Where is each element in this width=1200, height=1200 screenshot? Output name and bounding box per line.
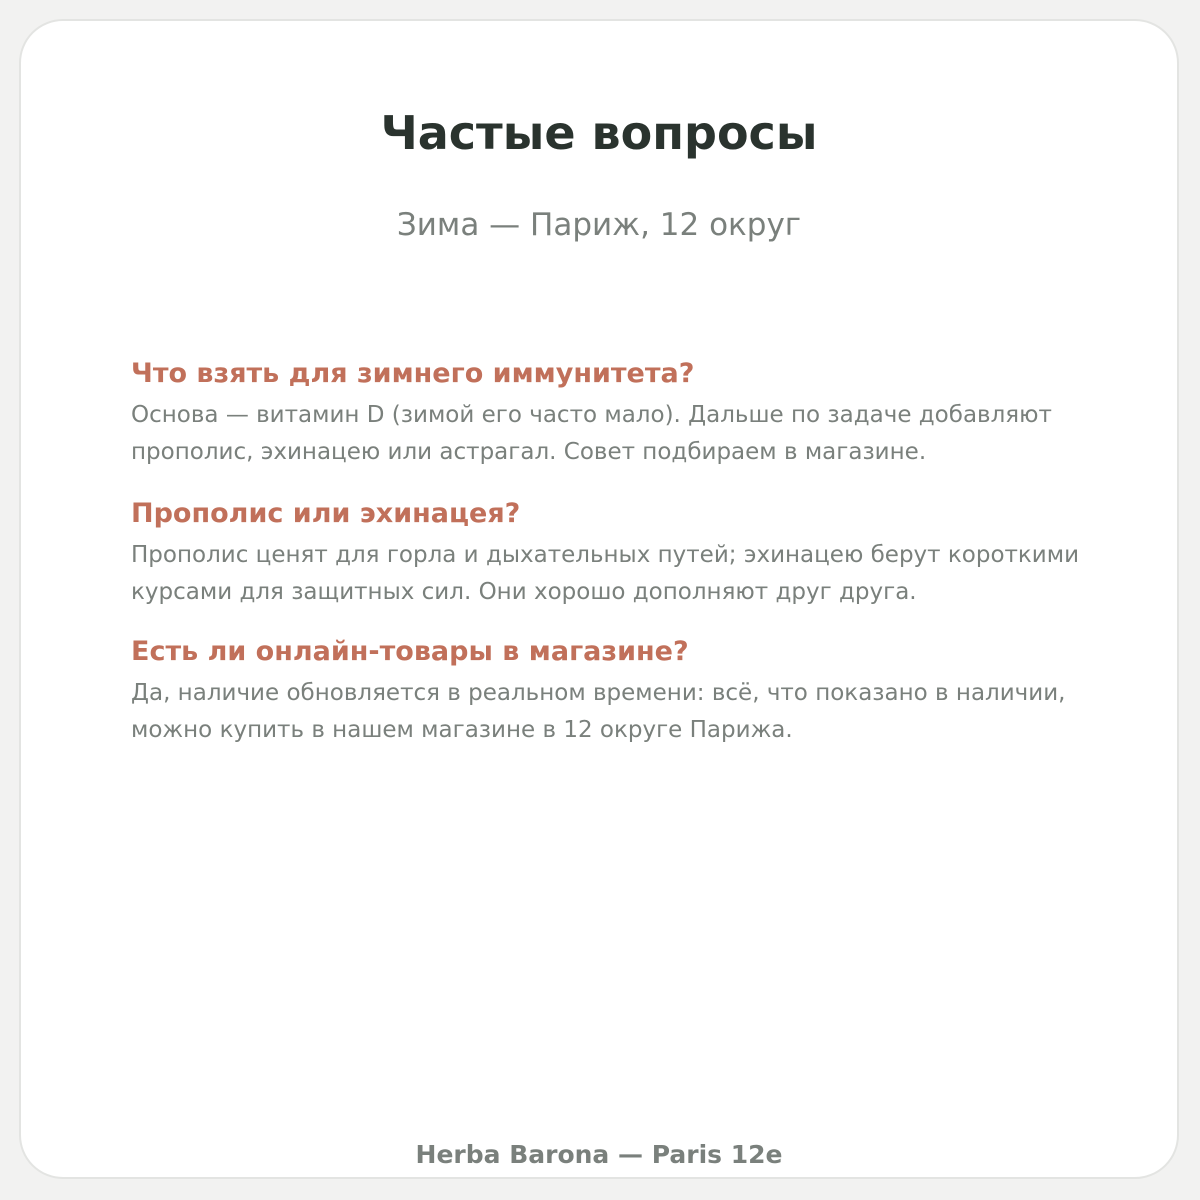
faq-item	[131, 491, 1131, 611]
faq-item	[131, 351, 1131, 471]
footer-brand: Herba Barona — Paris 12e	[415, 1140, 783, 1169]
faq-item	[131, 629, 1131, 749]
faq-answer: Основа — витамин D (зимой его часто мало). Дальше по задаче добавляют прополис, эхинацею или астрагал. Совет подбираем в магазине.	[131, 402, 1052, 465]
page-subtitle: Зима — Париж, 12 округ	[396, 207, 802, 243]
faq-card	[19, 19, 1179, 1179]
faq-question: Что взять для зимнего иммунитета?	[131, 358, 695, 389]
faq-question: Есть ли онлайн-товары в магазине?	[131, 636, 689, 667]
faq-question: Прополис или эхинацея?	[131, 498, 521, 529]
faq-answer: Да, наличие обновляется в реальном времени: всё, что показано в наличии, можно купить в нашем магазине в 12 округе Парижа.	[131, 680, 1066, 743]
page-title: Частые вопросы	[380, 106, 818, 160]
faq-answer: Прополис ценят для горла и дыхательных путей; эхинацею берут короткими курсами для защитных сил. Они хорошо дополняют друг друга.	[131, 542, 1080, 605]
